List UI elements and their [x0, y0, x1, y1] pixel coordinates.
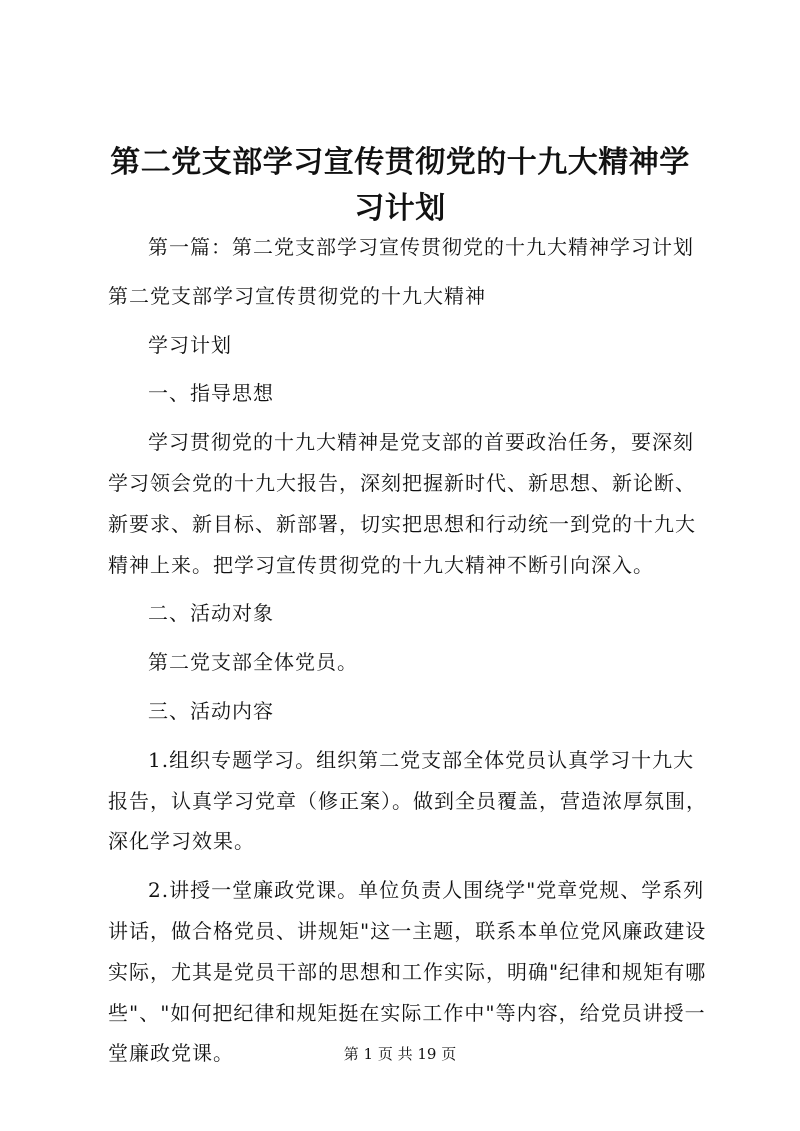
- paragraph-guiding-ideology: 学习贯彻党的十九大精神是党支部的首要政治任务，要深刻学习领会党的十九大报告，深刻把握新时代、新思想、新论断、新要求、新目标、新部署，切实把思想和行动统一到党的十九大精神上来。把学习宣传贯彻党的十九大精神不断引向深入。: [108, 430, 696, 577]
- section-heading-guiding-ideology: 一、指导思想: [148, 381, 274, 406]
- subtitle-plan: 学习计划: [148, 332, 232, 357]
- page-number-footer: 第 1 页 共 19 页: [343, 1045, 457, 1063]
- section-heading-first-part: 第一篇：第二党支部学习宣传贯彻党的十九大精神学习计划: [148, 235, 694, 259]
- paragraph-item-1: 1.组织专题学习。组织第二党支部全体党员认真学习十九大报告，认真学习党章（修正案）。做到全员覆盖，营造浓厚氛围，深化学习效果。: [108, 747, 707, 854]
- paragraph-activity-targets: 第二党支部全体党员。: [148, 650, 358, 675]
- document-body: [108, 227, 712, 1082]
- section-heading-activity-content: 三、活动内容: [148, 698, 274, 723]
- paragraph-item-2: 2.讲授一堂廉政党课。单位负责人围绕学"党章党规、学系列讲话，做合格党员、讲规矩"这一主题，联系本单位党风廉政建设实际，尤其是党员干部的思想和工作实际，明确"纪律和规矩有哪些"、"如何把纪律和规矩挺在实际工作中"等内容，给党员讲授一堂廉政党课。: [108, 878, 707, 1066]
- subtitle-line: 第二党支部学习宣传贯彻党的十九大精神: [108, 283, 486, 308]
- document-title: 第二党支部学习宣传贯彻党的十九大精神学习计划: [110, 145, 690, 226]
- section-heading-activity-targets: 二、活动对象: [148, 601, 274, 626]
